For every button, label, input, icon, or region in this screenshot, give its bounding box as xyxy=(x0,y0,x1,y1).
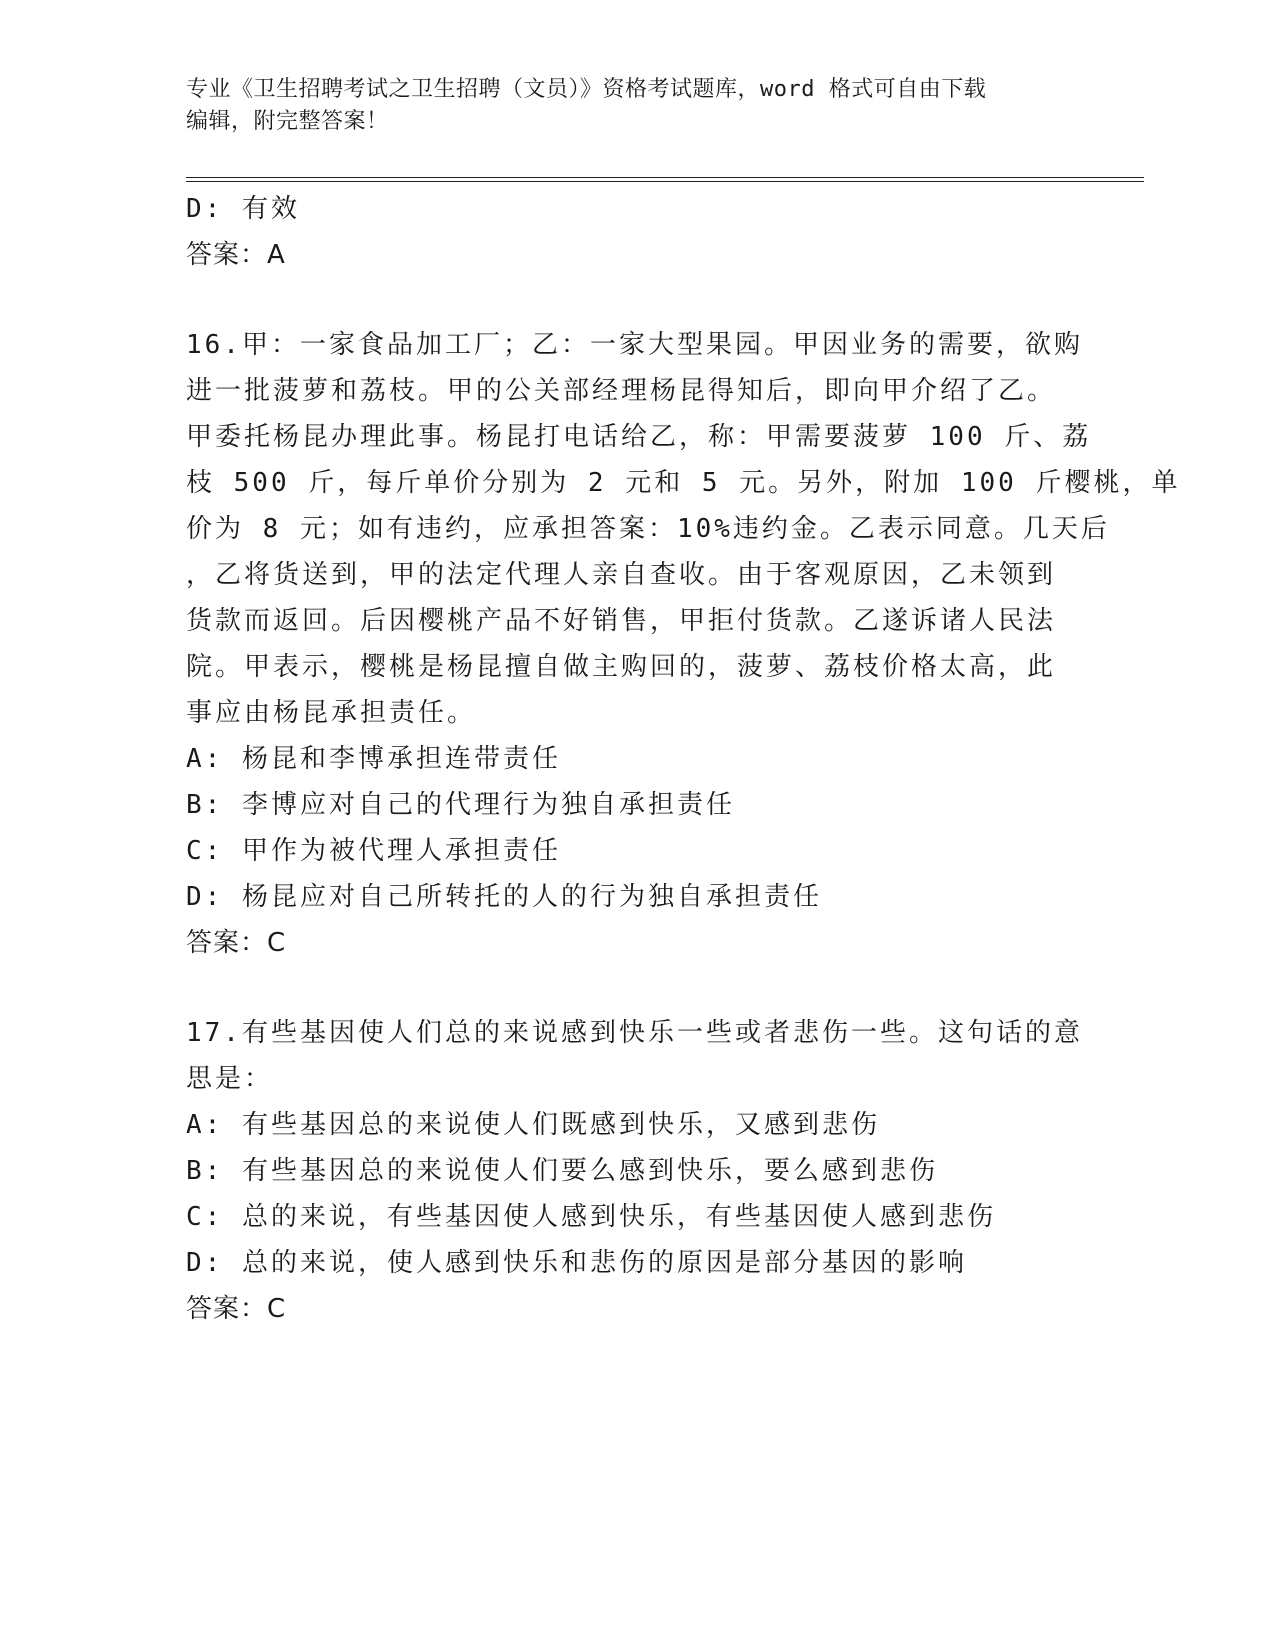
option-d: D: 总的来说，使人感到快乐和悲伤的原因是部分基因的影响 xyxy=(186,1248,967,1278)
question-stem-line: 思是： xyxy=(186,1064,274,1094)
question-stem-line: 事应由杨昆承担责任。 xyxy=(186,698,477,728)
question-stem-line: 16.甲：一家食品加工厂；乙：一家大型果园。甲因业务的需要，欲购 xyxy=(186,330,1083,360)
question-stem-line: 价为 8 元；如有违约，应承担答案：10%违约金。乙表示同意。几天后 xyxy=(186,514,1110,544)
question-stem-line: ，乙将货送到，甲的法定代理人亲自查收。由于客观原因，乙未领到 xyxy=(186,560,1057,590)
header-line-1: 专业《卫生招聘考试之卫生招聘（文员）》资格考试题库，word 格式可自由下载 xyxy=(186,77,987,102)
question-stem-line: 进一批菠萝和荔枝。甲的公关部经理杨昆得知后，即向甲介绍了乙。 xyxy=(186,376,1057,406)
document-body xyxy=(186,186,1181,1332)
document-header xyxy=(186,74,1066,138)
previous-question-tail xyxy=(186,186,1066,278)
question-17 xyxy=(186,1010,1083,1332)
question-16 xyxy=(186,322,1181,966)
header-rule-top xyxy=(186,177,1144,178)
header-rule-bottom xyxy=(186,181,1144,182)
option-a: A: 杨昆和李博承担连带责任 xyxy=(186,744,561,774)
option-c: C: 甲作为被代理人承担责任 xyxy=(186,836,561,866)
answer-line: 答案：C xyxy=(186,1294,287,1324)
option-b: B: 有些基因总的来说使人们要么感到快乐，要么感到悲伤 xyxy=(186,1156,938,1186)
question-stem-line: 甲委托杨昆办理此事。杨昆打电话给乙，称：甲需要菠萝 100 斤、荔 xyxy=(186,422,1092,452)
answer-line: 答案：C xyxy=(186,928,287,958)
question-stem-line: 枝 500 斤，每斤单价分别为 2 元和 5 元。另外，附加 100 斤樱桃，单 xyxy=(186,468,1181,498)
option-d: D: 有效 xyxy=(186,194,300,224)
spacer xyxy=(186,966,1066,1010)
header-line-2: 编辑，附完整答案！ xyxy=(186,109,389,134)
question-stem-line: 院。甲表示，樱桃是杨昆擅自做主购回的，菠萝、荔枝价格太高，此 xyxy=(186,652,1057,682)
spacer xyxy=(186,278,1066,322)
option-a: A: 有些基因总的来说使人们既感到快乐，又感到悲伤 xyxy=(186,1110,880,1140)
question-stem-line: 17.有些基因使人们总的来说感到快乐一些或者悲伤一些。这句话的意 xyxy=(186,1018,1083,1048)
question-stem-line: 货款而返回。后因樱桃产品不好销售，甲拒付货款。乙遂诉诸人民法 xyxy=(186,606,1057,636)
option-c: C: 总的来说，有些基因使人感到快乐，有些基因使人感到悲伤 xyxy=(186,1202,996,1232)
answer-line: 答案：A xyxy=(186,240,286,270)
option-d: D: 杨昆应对自己所转托的人的行为独自承担责任 xyxy=(186,882,822,912)
option-b: B: 李博应对自己的代理行为独自承担责任 xyxy=(186,790,735,820)
